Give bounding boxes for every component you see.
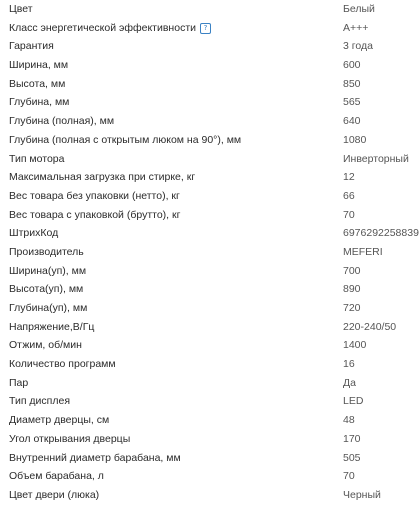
spec-label: Тип мотора [9, 152, 65, 165]
spec-value: 600 [343, 59, 361, 72]
spec-label: Внутренний диаметр барабана, мм [9, 451, 181, 464]
spec-value: Белый [343, 3, 375, 15]
spec-label: Глубина(уп), мм [9, 302, 88, 314]
spec-row-package-height [0, 280, 410, 299]
spec-value: 565 [343, 96, 361, 109]
spec-row-depth-full [0, 112, 410, 131]
spec-row-gross-weight [0, 206, 410, 225]
spec-row-energy-class [0, 19, 410, 38]
spec-value: 220-240/50 [343, 320, 397, 333]
spec-row-net-weight [0, 187, 410, 206]
spec-row-max-load [0, 168, 410, 187]
spec-row-barcode [0, 224, 419, 243]
spec-value: A+++ [343, 21, 369, 34]
spec-value: 66 [343, 189, 355, 202]
spec-row-depth [0, 93, 410, 112]
spec-label: Максимальная загрузка при стирке, кг [9, 171, 196, 184]
spec-value: 640 [343, 115, 361, 128]
spec-label [9, 21, 211, 35]
spec-label: ШтрихКод [9, 227, 59, 240]
spec-row-door-diameter [0, 411, 410, 430]
spec-row-warranty [0, 37, 410, 56]
help-icon[interactable]: ? [200, 23, 211, 34]
spec-row-height [0, 75, 410, 94]
spec-label: Количество программ [9, 358, 116, 371]
spec-label: Вес товара с упаковкой (брутто), кг [9, 208, 181, 221]
spec-row-drum-diameter [0, 449, 410, 468]
spec-label: Высота, мм [9, 77, 66, 90]
spec-row-door-angle [0, 430, 410, 449]
spec-value: Инверторный [343, 152, 409, 165]
spec-label: Производитель [9, 245, 84, 258]
spec-label: Глубина (полная), мм [9, 115, 115, 128]
spec-label: Гарантия [9, 40, 54, 53]
spec-label: Высота(уп), мм [9, 283, 84, 296]
spec-label: Глубина (полная с открытым люком на 90°), мм [9, 133, 242, 146]
spec-value: 3 года [343, 40, 373, 53]
spec-label: Цвет [9, 3, 33, 15]
spec-value: 720 [343, 302, 361, 314]
spec-row-drum-volume [0, 467, 410, 486]
spec-label: Вес товара без упаковки (нетто), кг [9, 189, 180, 202]
spec-row-depth-open-door [0, 131, 410, 150]
spec-value: 16 [343, 358, 355, 371]
spec-row-voltage [0, 318, 410, 337]
spec-value: 850 [343, 77, 361, 90]
spec-label: Ширина, мм [9, 59, 69, 72]
spec-value: 1080 [343, 133, 367, 146]
spec-value: MEFERI [343, 245, 383, 258]
spec-value: Да [343, 376, 356, 389]
spec-label: Отжим, об/мин [9, 339, 82, 352]
spec-row-width [0, 56, 410, 75]
spec-label: Цвет двери (люка) [9, 488, 100, 501]
spec-row-manufacturer [0, 243, 410, 262]
spec-value: 170 [343, 432, 361, 445]
spec-value: 48 [343, 414, 355, 427]
spec-value: 12 [343, 171, 355, 184]
spec-row-motor-type [0, 150, 410, 169]
spec-row-package-width [0, 262, 410, 281]
spec-label: Напряжение,В/Гц [9, 320, 95, 333]
spec-label: Объем барабана, л [9, 470, 104, 483]
spec-value: LED [343, 395, 364, 408]
spec-value: 700 [343, 264, 361, 277]
spec-value: 1400 [343, 339, 367, 352]
spec-label: Ширина(уп), мм [9, 264, 87, 277]
spec-label: Диаметр дверцы, см [9, 414, 110, 427]
spec-label: Глубина, мм [9, 96, 70, 109]
spec-row-steam [0, 374, 410, 393]
spec-value: 6976292258839 [343, 227, 419, 240]
spec-label: Тип дисплея [9, 395, 71, 408]
spec-row-spin-speed [0, 336, 410, 355]
spec-row-display-type [0, 392, 410, 411]
spec-value: 890 [343, 283, 361, 296]
spec-label: Угол открывания дверцы [9, 432, 131, 445]
spec-label: Пар [9, 376, 29, 389]
spec-value: 70 [343, 470, 355, 483]
spec-row-door-color [0, 486, 410, 505]
spec-value: Черный [343, 488, 381, 501]
spec-row-package-depth [0, 299, 410, 318]
spec-row-program-count [0, 355, 410, 374]
spec-row-color [0, 0, 410, 19]
spec-value: 70 [343, 208, 355, 221]
spec-value: 505 [343, 451, 361, 464]
spec-label-text: Класс энергетической эффективности [9, 21, 196, 34]
